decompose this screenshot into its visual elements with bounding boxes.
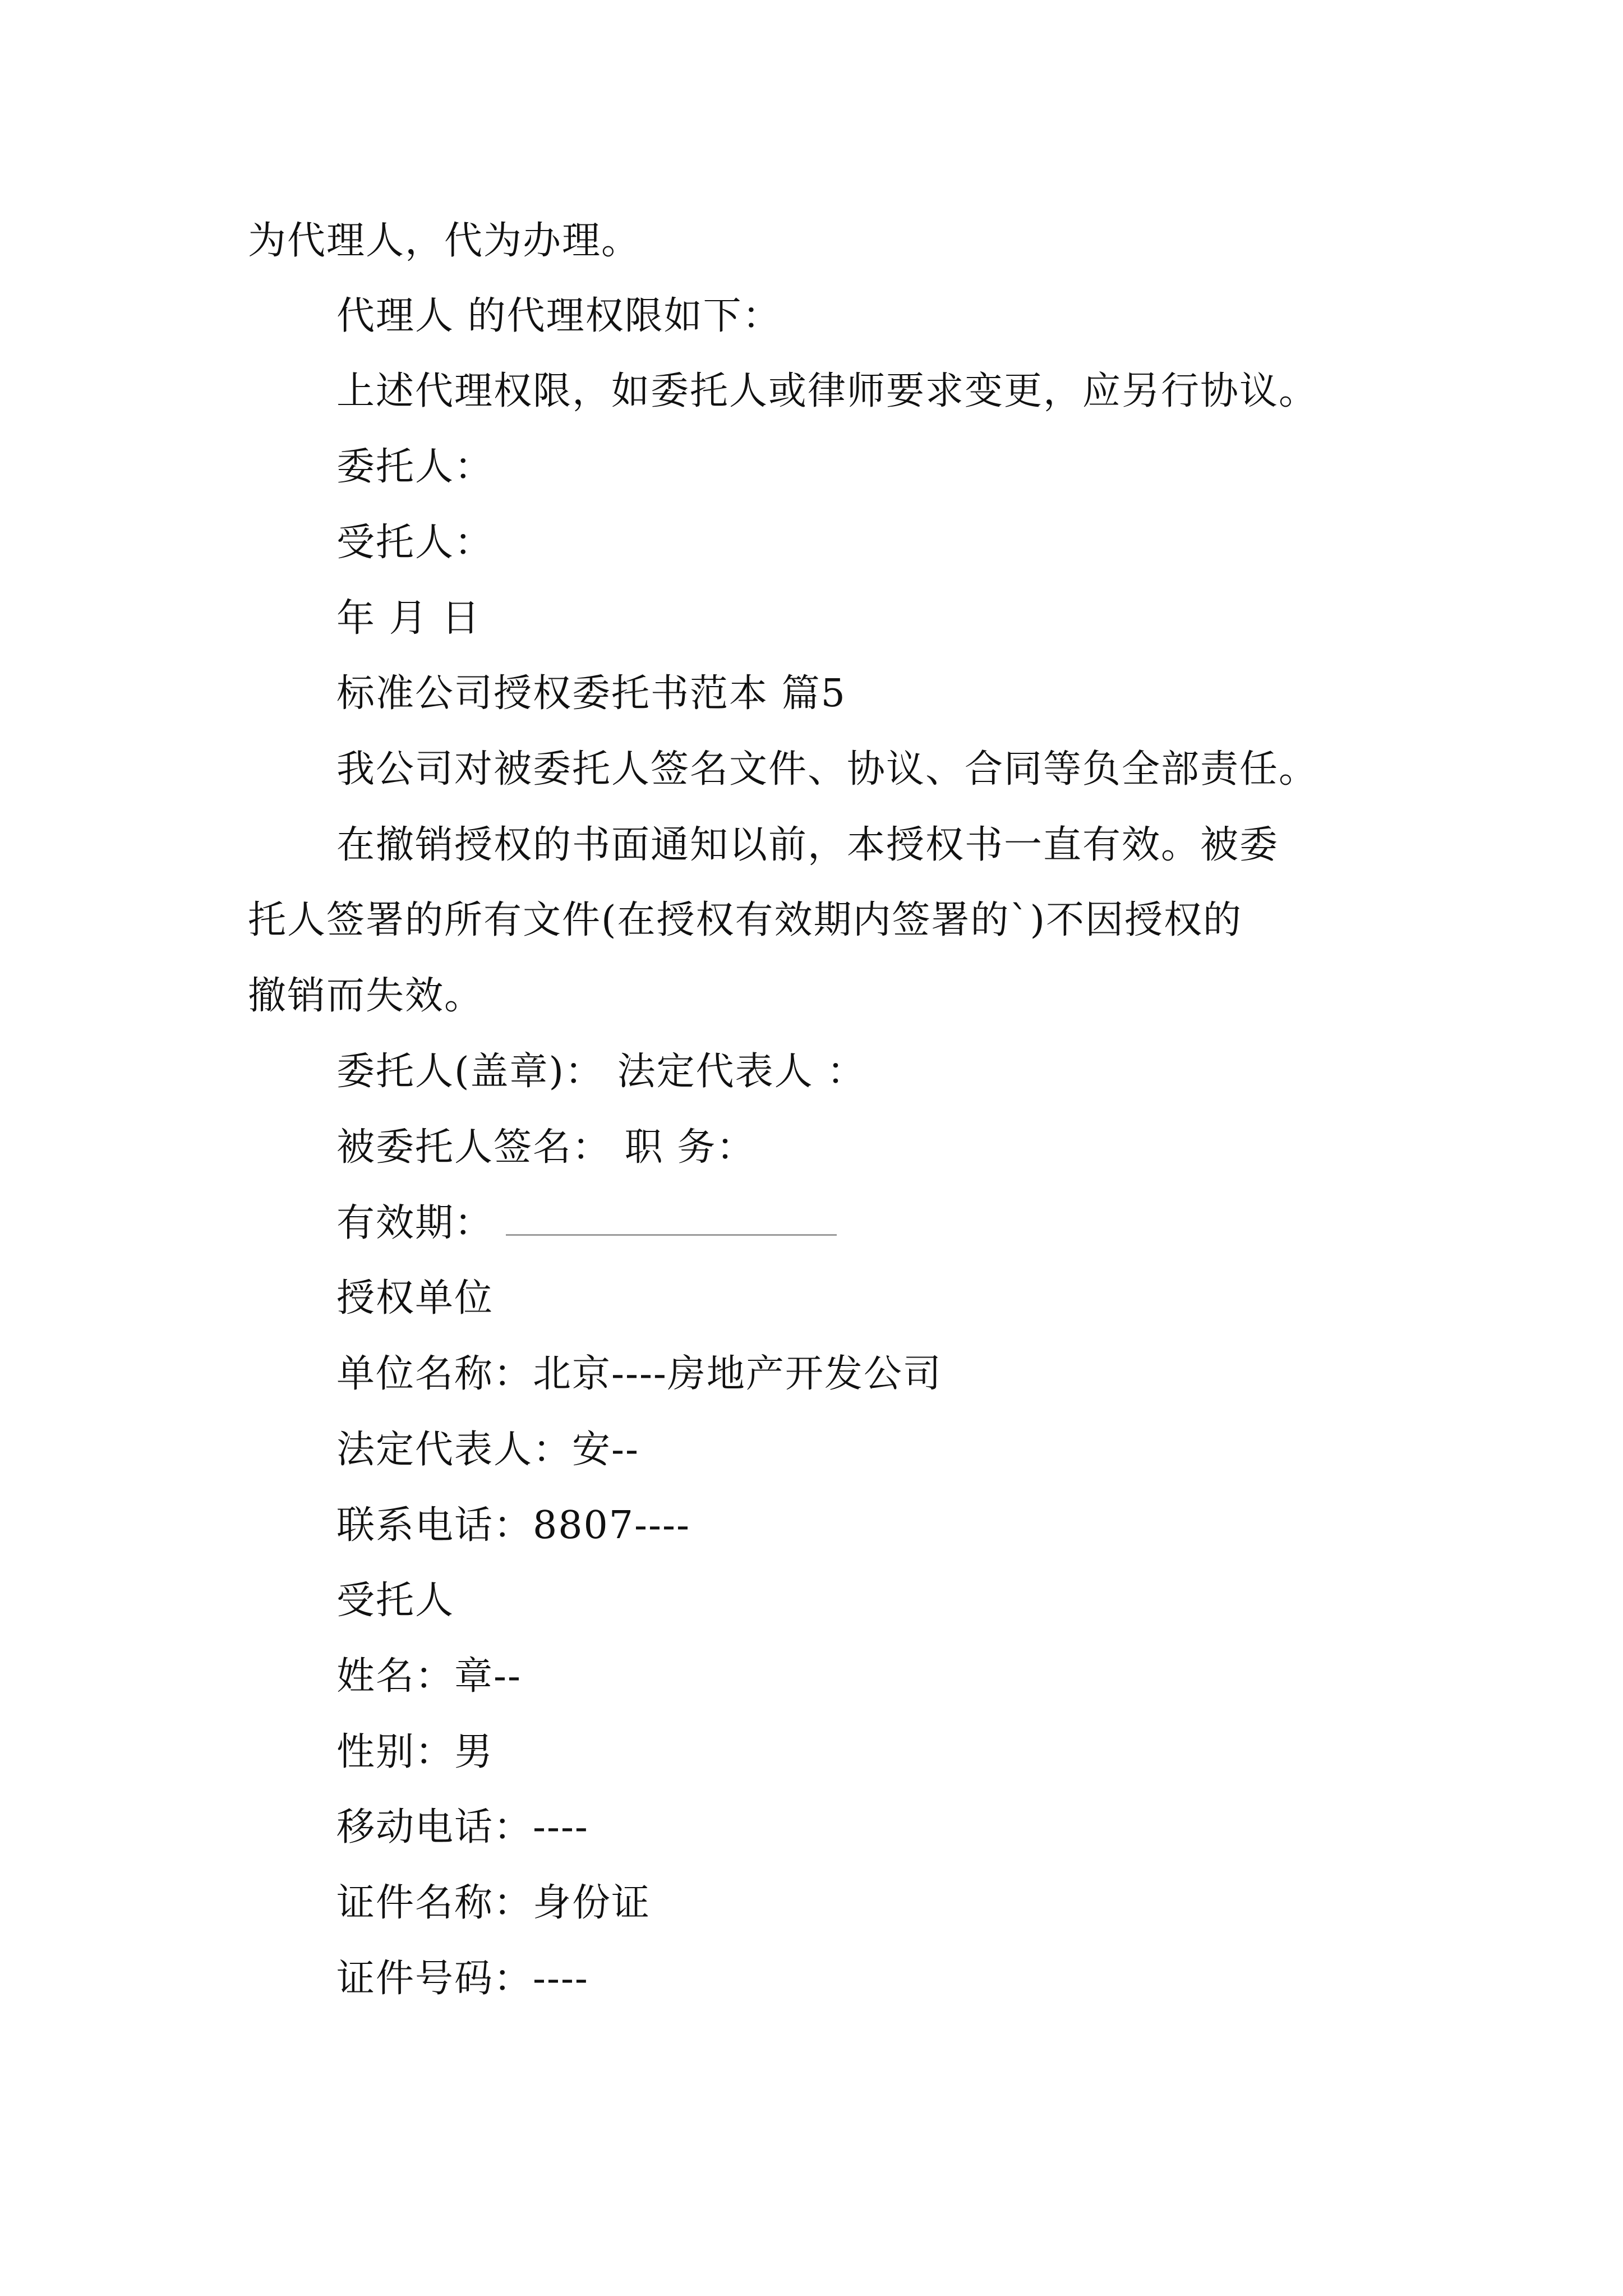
paragraph-line: 撤销而失效。 [248, 974, 484, 1018]
validity-blank [506, 1200, 837, 1236]
field-line: 法定代表人：安-- [336, 1428, 639, 1472]
paragraph-line: 代理人 的代理权限如下： [336, 294, 782, 338]
date-line: 年 月 日 [336, 596, 481, 641]
section-heading: 标准公司授权委托书范本 篇5 [336, 671, 846, 716]
paragraph-line: 为代理人，代为办理。 [248, 219, 641, 263]
field-line: 证件号码：---- [336, 1957, 589, 2001]
field-line: 性别：男 [336, 1730, 494, 1774]
field-line: 移动电话：---- [336, 1805, 589, 1849]
paragraph-line: 在撤销授权的书面通知以前，本授权书一直有效。被委 [336, 823, 1279, 867]
validity-line [336, 1200, 837, 1246]
paragraph-line: 受托人： [336, 521, 494, 565]
field-line: 证件名称：身份证 [336, 1881, 651, 1925]
paragraph-line: 托人签署的所有文件(在授权有效期内签署的`)不因授权的 [248, 898, 1243, 942]
field-heading: 授权单位 [336, 1276, 494, 1320]
signature-line: 被委托人签名： 职 务： [336, 1125, 756, 1170]
signature-line: 委托人(盖章)： 法定代表人 ： [336, 1050, 866, 1094]
validity-label: 有效期： [336, 1201, 494, 1245]
paragraph-line: 委托人： [336, 445, 494, 489]
paragraph-line: 我公司对被委托人签名文件、协议、合同等负全部责任。 [336, 747, 1318, 792]
paragraph-line: 上述代理权限，如委托人或律师要求变更，应另行协议。 [336, 369, 1318, 413]
field-heading: 受托人 [336, 1579, 455, 1623]
field-line: 单位名称：北京----房地产开发公司 [336, 1352, 942, 1396]
field-line: 联系电话：8807---- [336, 1503, 690, 1548]
field-line: 姓名：章-- [336, 1654, 522, 1699]
